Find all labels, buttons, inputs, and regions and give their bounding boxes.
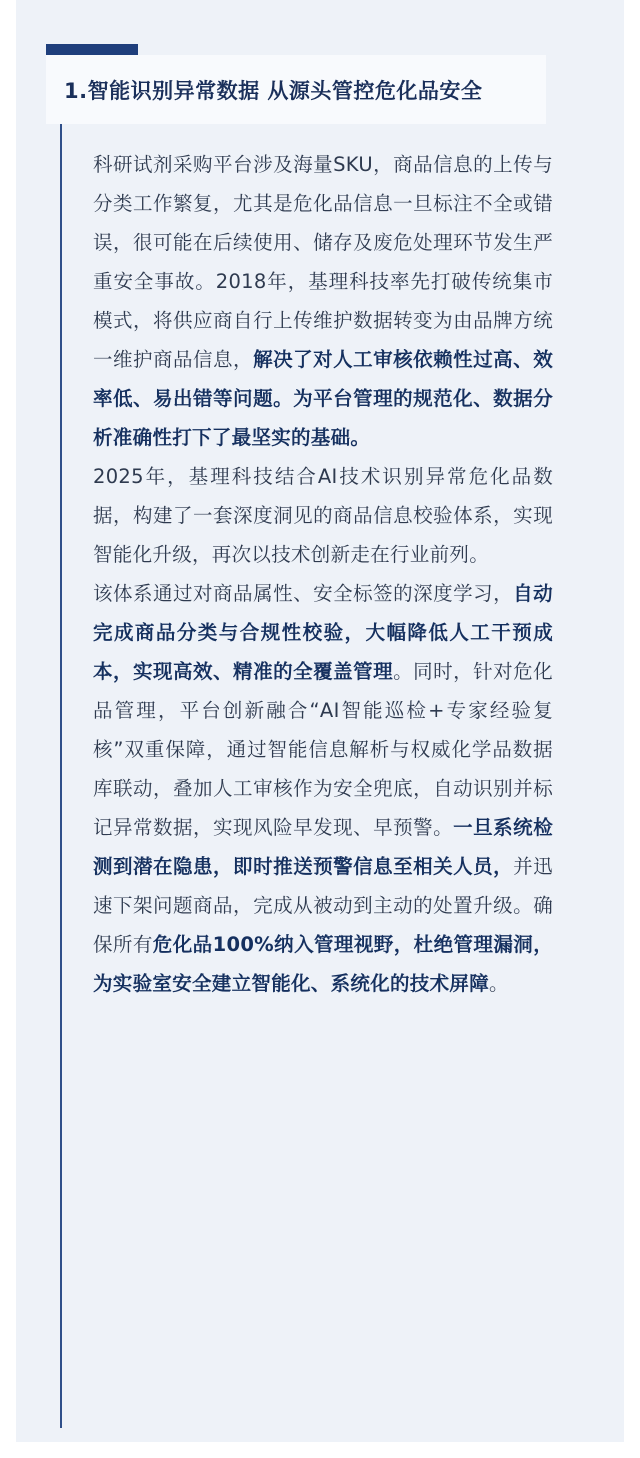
paragraph-3-text-d: 。: [489, 972, 509, 995]
paragraph-3-text-c: 并迅速下架问题商品，完成从被动到主动的处置升级。确保所有: [93, 855, 553, 956]
section-title-box: [46, 55, 546, 124]
paragraph-3: [93, 574, 553, 1003]
paragraph-3-bold-1: 自动完成商品分类与合规性校验，大幅降低人工干预成本，实现高效、精准的全覆盖管理: [93, 582, 553, 683]
paragraph-3-text-a: 该体系通过对商品属性、安全标签的深度学习，: [93, 582, 514, 605]
paragraph-2: [93, 457, 553, 574]
paragraph-1-bold: 解决了对人工审核依赖性过高、效率低、易出错等问题。为平台管理的规范化、数据分析准确性打下了最坚实的基础。: [93, 348, 553, 449]
title-accent-bar: [46, 44, 138, 55]
paragraph-1-text: 科研试剂采购平台涉及海量SKU，商品信息的上传与分类工作繁复，尤其是危化品信息一旦标注不全或错误，很可能在后续使用、储存及废危处理环节发生严重安全事故。2018年，基理科技率先打破传统集市模式，将供应商自行上传维护数据转变为由品牌方统一维护商品信息，: [93, 153, 553, 371]
paragraph-3-bold-2: 一旦系统检测到潜在隐患，即时推送预警信息至相关人员，: [93, 816, 553, 878]
paragraph-3-text-b: 。同时，针对危化品管理，平台创新融合“AI智能巡检+专家经验复核”双重保障，通过智能信息解析与权威化学品数据库联动，叠加人工审核作为安全兜底，自动识别并标记异常数据，实现风险早发现、早预警。: [93, 660, 553, 839]
paragraph-1: [93, 145, 553, 457]
article-body: [93, 145, 553, 1003]
paragraph-3-bold-3: 危化品100%纳入管理视野，杜绝管理漏洞，为实验室安全建立智能化、系统化的技术屏障: [93, 933, 554, 995]
left-vertical-rule: [60, 124, 62, 1428]
section-title: 1.智能识别异常数据 从源头管控危化品安全: [64, 78, 483, 103]
paragraph-2-text: 2025年，基理科技结合AI技术识别异常危化品数据，构建了一套深度洞见的商品信息校验体系，实现智能化升级，再次以技术创新走在行业前列。: [93, 465, 553, 566]
